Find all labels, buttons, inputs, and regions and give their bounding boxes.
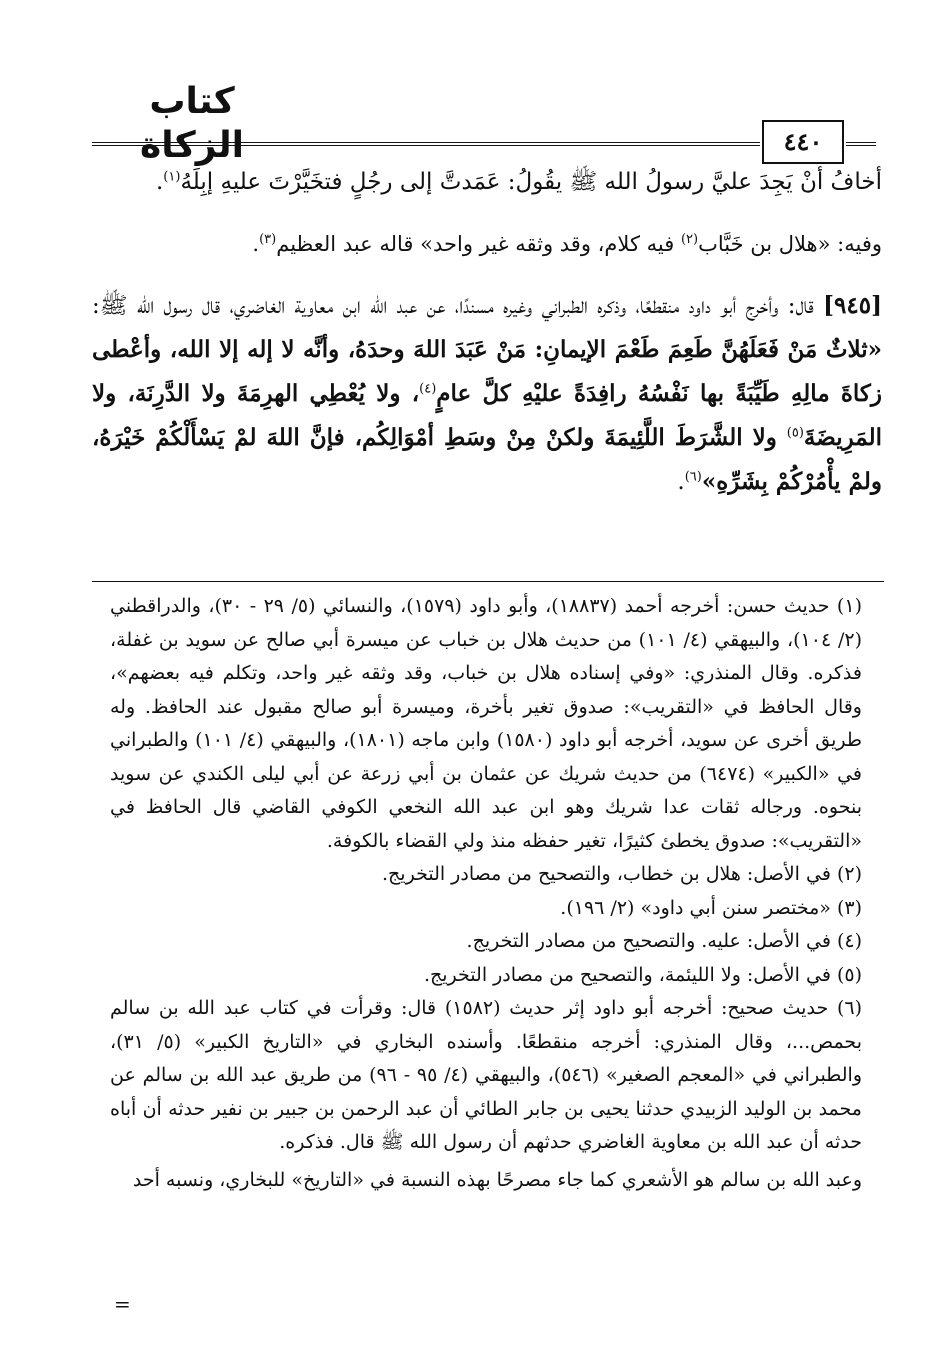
footnote-5: (٥) في الأصل: ولا الليئمة، والتصحيح من مصادر التخريج. xyxy=(423,963,862,986)
header-rule xyxy=(92,142,760,146)
footnote-ref-1[interactable]: (١) xyxy=(163,169,181,185)
hadith-number: [٩٤٥] xyxy=(823,292,882,319)
footnotes xyxy=(110,590,882,1197)
hadith-end: . xyxy=(677,469,685,495)
page-number: ٤٤٠ xyxy=(762,120,844,164)
line2-start: وفيه: «هلال بن خَبَّاب xyxy=(698,232,882,256)
footnote-6: (٦) حديث صحيح: أخرجه أبو داود إثر حديث (١٥٨٢) قال: وقرأت في كتاب عبد الله بن سالم بحمص...، وقال المنذري: أخرجه منقطعًا. وأسنده البخاري في «التاريخ الكبير» (٥/ ٣١)، والطبراني في «المعجم الصغير» (٥٤٦)، والبيهقي (٤/ ٩٥ - ٩٦) من طريق عبد الله بن سالم عن محمد بن الوليد الزبيدي حدثنا يحيى بن جابر الطائي أن عبد الرحمن بن جبير بن نفير حدثه أن أباه حدثه أن عبد الله بن معاوية الغاضري حدثهم أن رسول الله ﷺ قال. فذكره. xyxy=(110,997,863,1153)
main-text xyxy=(92,160,882,516)
hadith-intro: قال: وأخرج أبو داود منقطعًا، وذكره الطبراني وغيره مسندًا، عن عبد الله ابن معاوية الغاضري، قال رسول الله ﷺ: xyxy=(92,293,824,319)
footnote-4: (٤) في الأصل: عليه. والتصحيح من مصادر التخريج. xyxy=(466,930,862,952)
running-header-title: كتاب الزكاة xyxy=(140,81,244,166)
main-line-1 xyxy=(92,160,882,204)
footnote-ref-6[interactable]: (٦) xyxy=(684,469,702,485)
footnote-ref-3[interactable]: (٣) xyxy=(259,232,277,247)
footnote-continuation: وعبد الله بن سالم هو الأشعري كما جاء مصرحًا بهذه النسبة في «التاريخ» للبخاري، ونسبه أحد xyxy=(132,1168,862,1191)
footnote-ref-5[interactable]: (٥) xyxy=(786,425,804,441)
hadith-quote-1: «ثلاثٌ مَنْ فَعَلَهُنَّ طَعِمَ طَعْمَ الإيمانِ: مَنْ عَبَدَ اللهَ وحدَهُ، وأنَّه لا إله إلا الله، وأعْطى زكاةَ مالِهِ طَيِّبَةً بها نَفْسُهُ رافِدَةً عليْهِ كلَّ عامٍ xyxy=(92,336,882,407)
header-rule-end xyxy=(846,142,876,146)
continuation-mark: = xyxy=(114,1292,131,1316)
main-line-2 xyxy=(92,222,882,266)
footnote-ref-4[interactable]: (٤) xyxy=(419,381,437,397)
footnote-2: (٢) في الأصل: هلال بن خطاب، والتصحيح من مصادر التخريج. xyxy=(382,863,862,885)
line1-text: أخافُ أنْ يَجِدَ عليَّ رسولُ الله ﷺ يقُولُ: عَمَدتَّ إلى رجُلٍ فتخَيَّرْتَ عليهِ إبِلَهُ xyxy=(180,169,882,195)
footnote-ref-2[interactable]: (٢) xyxy=(680,232,699,247)
footnote-3: (٣) «مختصر سنن أبي داود» (٢/ ١٩٦). xyxy=(560,896,862,919)
line2-mid: فيه كلام، وقد وثقه غير واحد» قاله عبد العظيم xyxy=(276,232,681,256)
hadith-quote-3: ولا الشَّرَطَ اللَّئِيمَةَ ولكنْ مِنْ وسَطِ أمْوَالِكُم، فإنَّ اللهَ لمْ يَسْأَلْكُمْ خَيْرَهُ، ولمْ يأْمُرْكُمْ بِشَرِّهِ» xyxy=(92,424,882,495)
hadith-paragraph xyxy=(92,284,882,504)
footnote-1: (١) حديث حسن: أخرجه أحمد (١٨٨٣٧)، وأبو داود (١٥٧٩)، والنسائي (٥/ ٢٩ - ٣٠)، والدراقطني (٢/ ١٠٤)، والبيهقي (٤/ ١٠١) من حديث هلال بن خباب عن ميسرة أبي صالح عن سويد بن غفلة، فذكره. وقال المنذري: «وفي إسناده هلال بن خباب، وقد وثقه غير واحد، وتكلم فيه بعضهم»، وقال الحافظ في «التقريب»: صدوق تغير بأخرة، وميسرة أبو صالح مقبول عند الحافظ. وله طريق أخرى عن سويد، أخرجه أبو داود (١٥٨٠) وابن ماجه (١٨٠١)، والبيهقي (٤/ ١٠١) والطبراني في «الكبير» (٦٤٧٤) من حديث شريك عن عثمان بن أبي زرعة عن أبي ليلى الكندي عن سويد بنحوه. ورجاله ثقات عدا شريك وهو ابن عبد الله النخعي الكوفي القاضي قال الحافظ في «التقريب»: صدوق يخطئ كثيرًا، تغير حفظه منذ ولي القضاء بالكوفة. xyxy=(110,595,862,852)
footnote-separator xyxy=(92,581,884,582)
hadith-quote-2: ، ولا يُعْطِي الهرِمَةَ ولا الدَّرِنَة، ولا المَرِيضَةَ xyxy=(92,380,882,451)
line1-end: . xyxy=(155,169,164,195)
line2-end: . xyxy=(252,232,260,256)
